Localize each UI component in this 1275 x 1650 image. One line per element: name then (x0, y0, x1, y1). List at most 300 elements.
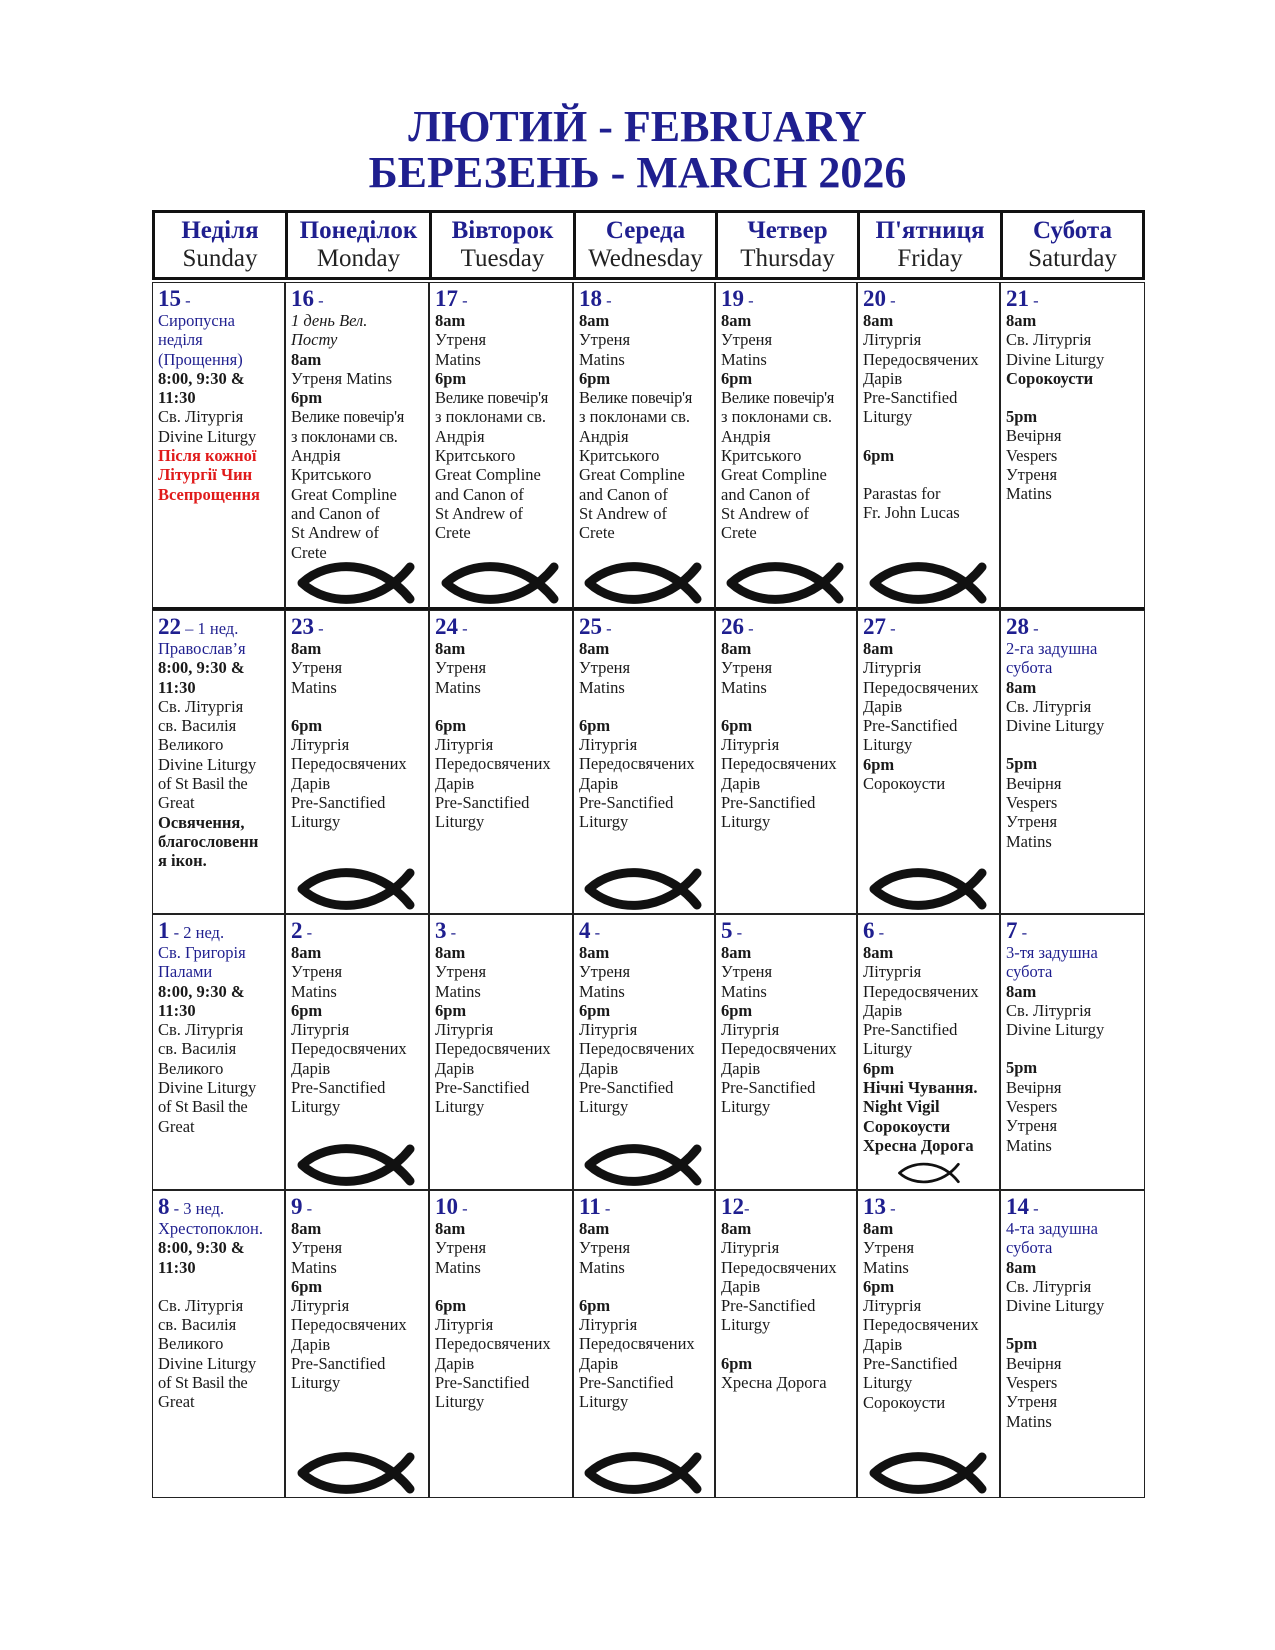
schedule-line: 8am (291, 349, 322, 369)
schedule-line: Liturgy (863, 1039, 913, 1059)
schedule-line: Дарів (291, 1058, 331, 1078)
schedule-line: 6pm (291, 1000, 323, 1020)
schedule-line: Liturgy (721, 812, 771, 832)
schedule-line: Передосвячених (435, 754, 551, 774)
day-note: - (458, 1199, 468, 1218)
schedule-line: Pre-Sanctified (291, 1354, 386, 1374)
schedule-line: Передосвячених (291, 1315, 407, 1335)
schedule-line: Pre-Sanctified (579, 1373, 674, 1393)
schedule-line: and Canon of (721, 484, 810, 504)
day-cell (285, 1190, 429, 1498)
day-note: - (1017, 923, 1028, 942)
schedule-line: Передосвячених (435, 1039, 551, 1059)
schedule-line: Утреня (579, 658, 631, 678)
day-cell (715, 610, 857, 914)
schedule-line: Matins (579, 677, 625, 697)
schedule-line: and Canon of (291, 503, 380, 523)
day-note: - (1029, 291, 1039, 310)
schedule-line: Велике повечір'я (721, 388, 835, 408)
schedule-line: 8:00, 9:30 & (158, 1238, 245, 1258)
day-note: - (302, 923, 313, 942)
schedule-line: Matins (291, 981, 337, 1001)
schedule-line: 6pm (721, 1353, 753, 1373)
day-note: - (446, 923, 457, 942)
day-number: 20 (863, 286, 886, 311)
day-cell (152, 610, 285, 914)
schedule-line: Дарів (863, 1334, 903, 1354)
day-number-line (863, 615, 994, 639)
day-cell (152, 282, 285, 610)
schedule-line: Liturgy (721, 1315, 771, 1335)
schedule-line: Утреня (721, 658, 773, 678)
schedule-line: Св. Григорія (158, 943, 246, 962)
spacer (721, 1335, 851, 1354)
schedule-line: 8am (1006, 677, 1037, 697)
schedule-line: Дарів (435, 773, 475, 793)
schedule-line: з поклонами св. (579, 407, 691, 427)
schedule-line: Divine Liturgy (158, 1353, 257, 1373)
day-name-english: Sunday (182, 245, 258, 272)
schedule-line: Критського (291, 465, 372, 485)
day-number: 10 (435, 1194, 458, 1219)
schedule-line: 8am (721, 639, 752, 658)
schedule-line: Літургія (579, 735, 638, 755)
schedule-line: Св. Літургія (1006, 330, 1092, 350)
spacer (435, 697, 567, 716)
spacer (291, 697, 423, 716)
schedule-line: Великого (158, 1058, 224, 1078)
schedule-line: Liturgy (863, 735, 913, 755)
day-cell (285, 914, 429, 1190)
schedule-line: Liturgy (579, 812, 629, 832)
schedule-line: Літургія (435, 1315, 494, 1335)
day-number: 21 (1006, 286, 1029, 311)
day-cell (857, 610, 1000, 914)
day-cell (857, 282, 1000, 610)
schedule-line: 8am (1006, 311, 1037, 330)
schedule-line: Great Compline (435, 465, 541, 485)
day-number: 4 (579, 918, 591, 943)
schedule-line: 6pm (435, 1295, 467, 1315)
schedule-line: Критського (435, 446, 516, 466)
ichthys-fish-icon (869, 867, 991, 911)
day-header-wednesday (573, 210, 718, 280)
day-note: - (886, 1199, 896, 1218)
schedule-line: Андрія (291, 446, 341, 466)
day-cell (285, 610, 429, 914)
schedule-line: Дарів (721, 773, 761, 793)
day-note: - (458, 291, 468, 310)
day-cell (573, 914, 715, 1190)
day-number-line (435, 615, 567, 639)
schedule-line: Вечірня (1006, 1077, 1062, 1097)
schedule-line: Night Vigil (863, 1097, 940, 1117)
day-note: - (590, 923, 601, 942)
day-number: 28 (1006, 614, 1029, 639)
schedule-line: Велике повечір'я (435, 388, 549, 408)
ichthys-fish-icon (869, 561, 991, 605)
day-number-line (863, 919, 994, 943)
schedule-line: Літургія (579, 1315, 638, 1335)
day-name-ukrainian: П'ятниця (875, 217, 985, 244)
schedule-line: 5pm (1006, 1058, 1038, 1078)
schedule-line: Великого (158, 735, 224, 755)
day-number-line (435, 1195, 567, 1219)
schedule-line: Matins (721, 677, 767, 697)
schedule-line: Св. Літургія (158, 696, 244, 716)
title-line-2: БЕРЕЗЕНЬ - MARCH 2026 (368, 148, 907, 197)
schedule-line: Освячення, (158, 812, 245, 832)
schedule-line: 6pm (863, 445, 895, 465)
day-note: - (314, 619, 324, 638)
schedule-line: Pre-Sanctified (291, 793, 386, 813)
schedule-line: 6pm (579, 1000, 611, 1020)
schedule-line: 8am (721, 311, 752, 330)
schedule-line: Андрія (721, 426, 771, 446)
schedule-line: 6pm (721, 368, 753, 388)
schedule-line: Велике повечір'я (291, 407, 405, 427)
schedule-line: (Прощення) (158, 349, 243, 369)
schedule-line: св. Василія (158, 716, 237, 736)
schedule-line: Great Compline (721, 465, 827, 485)
schedule-line: Літургія (863, 330, 922, 350)
schedule-line: 6pm (291, 1276, 323, 1296)
day-number: 24 (435, 614, 458, 639)
schedule-line: Дарів (291, 773, 331, 793)
day-number-line (435, 287, 567, 311)
day-number-line (1006, 287, 1139, 311)
day-note: - (874, 923, 885, 942)
day-note: – 1 нед. (181, 619, 239, 638)
day-note: - 2 нед. (169, 923, 225, 942)
spacer (579, 697, 709, 716)
schedule-line: Утреня (1006, 1116, 1058, 1136)
title-line-1: ЛЮТИЙ - FEBRUARY (408, 102, 867, 151)
schedule-line: Літургія (721, 1238, 780, 1258)
day-number: 18 (579, 286, 602, 311)
schedule-line: 3-тя задушна (1006, 943, 1098, 962)
day-number: 15 (158, 286, 181, 311)
schedule-line: 8am (579, 311, 610, 330)
schedule-line: Great Compline (579, 465, 685, 485)
day-cell (573, 282, 715, 610)
schedule-line: 6pm (863, 1058, 895, 1078)
day-number: 14 (1006, 1194, 1029, 1219)
schedule-line: 6pm (721, 715, 753, 735)
day-number: 16 (291, 286, 314, 311)
schedule-line: Matins (291, 677, 337, 697)
schedule-line: Liturgy (435, 812, 485, 832)
schedule-line: Передосвячених (579, 1334, 695, 1354)
spacer (579, 1277, 709, 1296)
day-number-line (158, 287, 279, 311)
spacer (863, 465, 994, 484)
ichthys-fish-icon (297, 867, 419, 911)
schedule-line: Передосвячених (721, 754, 837, 774)
ichthys-fish-icon (584, 561, 706, 605)
schedule-line: Сорокоусти (863, 1116, 951, 1136)
schedule-line: 8am (863, 311, 894, 330)
schedule-line: субота (1006, 658, 1053, 678)
schedule-line: Літургії Чин (158, 465, 253, 485)
day-cell (1000, 1190, 1145, 1498)
schedule-line: 2-га задушна (1006, 639, 1098, 658)
schedule-line: Утреня (579, 962, 631, 982)
schedule-line: Great Compline (291, 484, 397, 504)
day-note: - (744, 291, 754, 310)
day-name-ukrainian: Середа (605, 217, 686, 244)
schedule-line: Літургія (721, 735, 780, 755)
schedule-line: 11:30 (158, 677, 196, 697)
schedule-line: Утреня (1006, 1392, 1058, 1412)
day-note: - (314, 291, 324, 310)
schedule-line: Утреня Matins (291, 368, 393, 388)
schedule-line: Передосвячених (579, 1039, 695, 1059)
day-number: 2 (291, 918, 303, 943)
schedule-line: Crete (721, 523, 757, 543)
schedule-line: Утреня (435, 658, 487, 678)
schedule-line: 5pm (1006, 1334, 1038, 1354)
day-number-line (721, 287, 851, 311)
day-number: 3 (435, 918, 447, 943)
schedule-line: Liturgy (721, 1097, 771, 1117)
schedule-line: 8am (435, 311, 466, 330)
schedule-line: Критського (721, 446, 802, 466)
spacer (1006, 388, 1139, 407)
schedule-line: Pre-Sanctified (721, 1296, 816, 1316)
day-note: - (302, 1199, 313, 1218)
schedule-line: Вечірня (1006, 426, 1062, 446)
day-number: 6 (863, 918, 875, 943)
schedule-line: Після кожної (158, 446, 257, 466)
schedule-line: 5pm (1006, 754, 1038, 774)
day-cell (573, 1190, 715, 1498)
schedule-line: Matins (721, 349, 767, 369)
schedule-line: Pre-Sanctified (721, 1078, 816, 1098)
schedule-line: Vespers (1006, 445, 1058, 465)
ichthys-fish-icon (584, 1451, 706, 1495)
schedule-line: Літургія (863, 1296, 922, 1316)
schedule-line: Передосвячених (721, 1257, 837, 1277)
day-number-line (721, 615, 851, 639)
schedule-line: Great (158, 793, 195, 813)
schedule-line: Утреня (579, 1238, 631, 1258)
schedule-line: Great (158, 1116, 195, 1136)
schedule-line: Православ’я (158, 639, 246, 658)
schedule-line: 6pm (435, 715, 467, 735)
schedule-line: Утреня (291, 658, 343, 678)
day-number-line (721, 1195, 851, 1219)
day-name-english: Tuesday (460, 245, 545, 272)
day-number-line (158, 615, 279, 639)
day-number: 23 (291, 614, 314, 639)
schedule-line: Matins (863, 1257, 909, 1277)
day-header-tuesday (429, 210, 576, 280)
schedule-line: and Canon of (579, 484, 668, 504)
day-number-line (1006, 1195, 1139, 1219)
schedule-line: Divine Liturgy (158, 754, 257, 774)
schedule-line: 8am (435, 943, 466, 962)
day-cell (152, 914, 285, 1190)
schedule-line: Сорокоусти (1006, 368, 1094, 388)
schedule-line: Сорокоусти (863, 774, 946, 794)
schedule-line: Liturgy (579, 1097, 629, 1117)
schedule-line: 8am (721, 943, 752, 962)
schedule-line: 11:30 (158, 1000, 196, 1020)
day-cell (1000, 914, 1145, 1190)
schedule-line: Літургія (579, 1020, 638, 1040)
schedule-line: Pre-Sanctified (863, 388, 958, 408)
day-note: - (886, 291, 896, 310)
schedule-line: Matins (579, 349, 625, 369)
schedule-line: Matins (1006, 1135, 1052, 1155)
schedule-line: Всепрощення (158, 484, 260, 504)
day-note: - (1029, 1199, 1039, 1218)
schedule-line: Matins (1006, 1411, 1052, 1431)
schedule-line: 6pm (579, 368, 611, 388)
day-header-friday (857, 210, 1003, 280)
schedule-line: Liturgy (863, 1373, 913, 1393)
day-number: 17 (435, 286, 458, 311)
schedule-line: Палами (158, 962, 213, 982)
day-number: 13 (863, 1194, 886, 1219)
schedule-line: Liturgy (291, 1373, 341, 1393)
schedule-line: Дарів (721, 1058, 761, 1078)
day-number: 9 (291, 1194, 303, 1219)
day-cell (1000, 282, 1145, 610)
schedule-line: 8am (579, 1219, 610, 1238)
ichthys-fish-icon (584, 1143, 706, 1187)
schedule-line: Дарів (863, 368, 903, 388)
schedule-line: з поклонами св. (435, 407, 547, 427)
day-name-english: Monday (316, 245, 401, 272)
schedule-line: Літургія (863, 658, 922, 678)
schedule-line: 8:00, 9:30 & (158, 981, 245, 1001)
schedule-line: Liturgy (435, 1392, 485, 1412)
schedule-line: St Andrew of (721, 503, 809, 523)
schedule-line: and Canon of (435, 484, 524, 504)
day-cell (429, 282, 573, 610)
schedule-line: 6pm (435, 1000, 467, 1020)
schedule-line: Вечірня (1006, 773, 1062, 793)
schedule-line: Сорокоусти (863, 1392, 946, 1412)
day-number-line (291, 919, 423, 943)
schedule-line: Дарів (435, 1058, 475, 1078)
day-note: - (602, 619, 612, 638)
day-note: - (732, 923, 743, 942)
spacer (158, 1277, 279, 1296)
schedule-line: Св. Літургія (158, 1020, 244, 1040)
schedule-line: Утреня (291, 962, 343, 982)
schedule-line: Літургія (435, 1020, 494, 1040)
schedule-line: Св. Літургія (158, 407, 244, 427)
schedule-line: Matins (1006, 831, 1052, 851)
day-number: 19 (721, 286, 744, 311)
schedule-line: 8am (863, 639, 894, 658)
schedule-line: 11:30 (158, 1257, 196, 1277)
schedule-line: Great (158, 1392, 195, 1412)
day-number-line (579, 919, 709, 943)
schedule-line: Fr. John Lucas (863, 503, 960, 523)
schedule-line: 8:00, 9:30 & (158, 368, 245, 388)
schedule-line: Передосвячених (863, 349, 979, 369)
schedule-line: Утреня (435, 962, 487, 982)
day-number: 27 (863, 614, 886, 639)
schedule-line: 6pm (721, 1000, 753, 1020)
schedule-line: 8am (1006, 1257, 1037, 1277)
schedule-line: 8am (291, 639, 322, 658)
day-name-english: Saturday (1028, 245, 1117, 272)
schedule-line: Посту (291, 330, 338, 350)
day-number: 25 (579, 614, 602, 639)
day-cell (715, 914, 857, 1190)
schedule-line: Велике повечір'я (579, 388, 693, 408)
schedule-line: Дарів (721, 1276, 761, 1296)
schedule-line: св. Василія (158, 1315, 237, 1335)
schedule-line: Св. Літургія (1006, 1000, 1092, 1020)
day-number: 8 (158, 1194, 170, 1219)
day-number: 7 (1006, 918, 1018, 943)
schedule-line: 8am (291, 1219, 322, 1238)
schedule-line: Matins (435, 1257, 481, 1277)
day-name-english: Thursday (740, 245, 835, 272)
schedule-line: Хресна Дорога (721, 1373, 827, 1393)
schedule-line: 6pm (291, 715, 323, 735)
schedule-line: Утреня (1006, 812, 1058, 832)
schedule-line: Передосвячених (291, 754, 407, 774)
schedule-line: з поклонами св. (291, 426, 398, 446)
schedule-line: 8am (863, 1219, 894, 1238)
schedule-line: Pre-Sanctified (435, 793, 530, 813)
day-cell (285, 282, 429, 610)
schedule-line: Дарів (579, 773, 619, 793)
schedule-line: Divine Liturgy (1006, 349, 1105, 369)
day-note: - (744, 619, 754, 638)
schedule-line: Передосвячених (579, 754, 695, 774)
schedule-line: Дарів (579, 1058, 619, 1078)
ichthys-fish-icon (297, 1143, 419, 1187)
schedule-line: 5pm (1006, 407, 1038, 427)
day-note: - (602, 291, 612, 310)
schedule-line: Pre-Sanctified (579, 793, 674, 813)
schedule-line: 6pm (435, 368, 467, 388)
schedule-line: Нічні Чування. (863, 1078, 978, 1098)
schedule-line: Liturgy (435, 1097, 485, 1117)
schedule-line: St Andrew of (291, 523, 379, 543)
day-cell (715, 1190, 857, 1498)
schedule-line: Pre-Sanctified (863, 1020, 958, 1040)
ichthys-fish-icon (297, 561, 419, 605)
day-number: 12 (721, 1194, 744, 1219)
schedule-line: Сиропусна (158, 311, 235, 330)
day-name-ukrainian: Вівторок (451, 217, 554, 244)
ichthys-fish-icon (441, 561, 563, 605)
schedule-line: of St Basil the (158, 774, 248, 794)
schedule-line: Дарів (579, 1353, 619, 1373)
schedule-line: 4-та задушна (1006, 1219, 1098, 1238)
schedule-line: Pre-Sanctified (579, 1078, 674, 1098)
schedule-line: Vespers (1006, 1373, 1058, 1393)
day-note: - 3 нед. (169, 1199, 225, 1218)
schedule-line: Утреня (435, 330, 487, 350)
day-number-line (1006, 919, 1139, 943)
day-number-line (291, 287, 423, 311)
spacer (863, 427, 994, 446)
schedule-line: 8am (435, 1219, 466, 1238)
day-cell (1000, 610, 1145, 914)
day-number-line (579, 287, 709, 311)
day-number-line (579, 615, 709, 639)
